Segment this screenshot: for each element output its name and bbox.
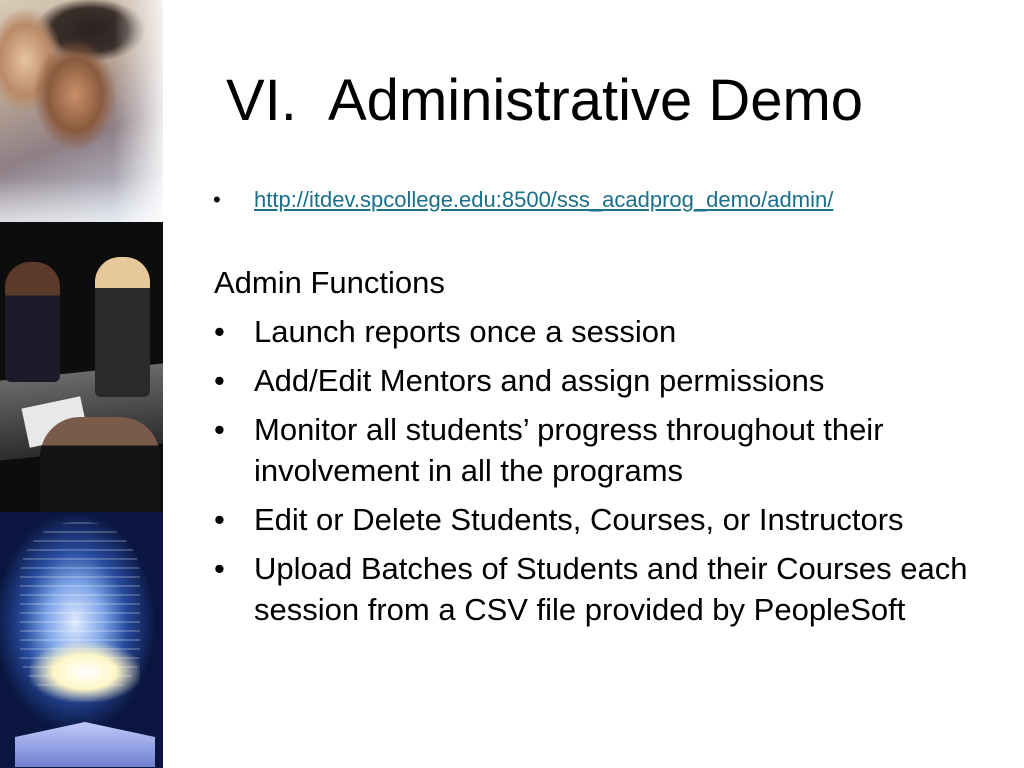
slide-body bbox=[214, 262, 1004, 638]
bullet-icon: • bbox=[214, 363, 225, 398]
slide-title bbox=[226, 66, 863, 136]
link-row bbox=[213, 187, 833, 213]
list-item-text: Upload Batches of Students and their Courses each session from a CSV file provided by PeopleSoft bbox=[254, 551, 968, 627]
bullet-list bbox=[214, 311, 1004, 630]
list-item bbox=[214, 360, 1004, 401]
list-item bbox=[214, 499, 1004, 540]
meeting-photo bbox=[0, 222, 163, 512]
list-item-text: Launch reports once a session bbox=[254, 314, 677, 349]
graduates-photo bbox=[0, 0, 163, 222]
list-item-text: Edit or Delete Students, Courses, or Instructors bbox=[254, 502, 904, 537]
list-item bbox=[214, 548, 1004, 630]
list-item bbox=[214, 409, 1004, 491]
book-glow-photo bbox=[0, 512, 163, 768]
photo-strip bbox=[0, 0, 163, 768]
title-text: Administrative Demo bbox=[328, 68, 864, 133]
bullet-icon: • bbox=[214, 502, 225, 537]
list-item-text: Add/Edit Mentors and assign permissions bbox=[254, 363, 825, 398]
bullet-icon: • bbox=[214, 551, 225, 586]
bullet-icon: • bbox=[213, 187, 221, 212]
list-item-text: Monitor all students’ progress throughout their involvement in all the programs bbox=[254, 412, 884, 488]
demo-admin-link[interactable]: http://itdev.spcollege.edu:8500/sss_acadprog_demo/admin/ bbox=[254, 187, 834, 212]
section-heading: Admin Functions bbox=[214, 265, 445, 300]
bullet-icon: • bbox=[214, 314, 225, 349]
list-item bbox=[214, 311, 1004, 352]
title-number: VI. bbox=[226, 68, 297, 133]
bullet-icon: • bbox=[214, 412, 225, 447]
